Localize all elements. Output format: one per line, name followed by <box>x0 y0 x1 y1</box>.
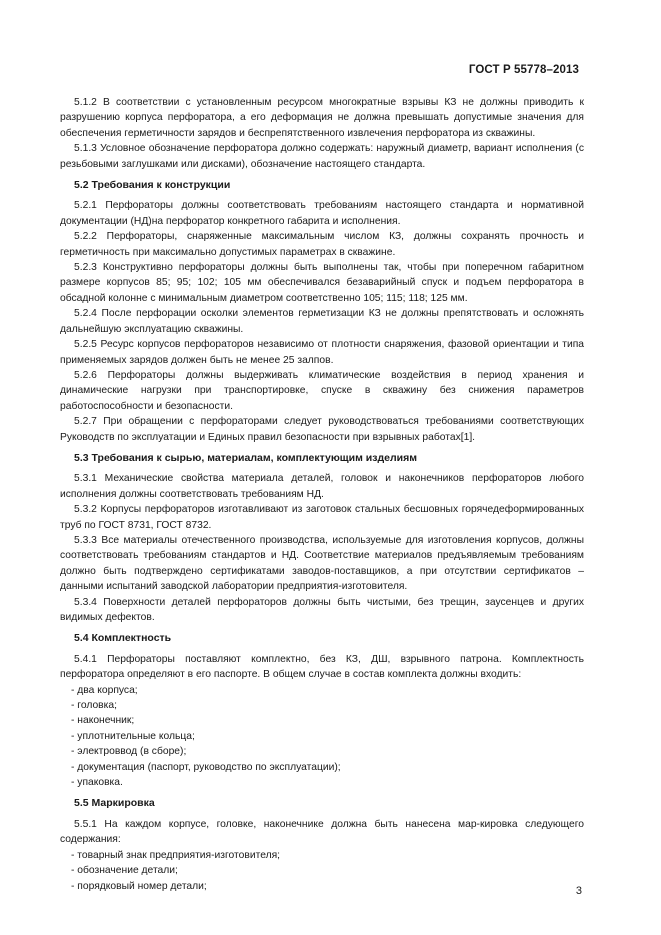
paragraph: 5.2.2 Перфораторы, снаряженные максимальным числом КЗ, должны сохранять прочность и герметичность при максимально допустимых параметрах в скважине. <box>60 231 584 258</box>
paragraph: 5.2.7 При обращении с перфораторами следует руководствоваться требованиями соответствующих Руководств по эксплуатации и Единых правил безопасности при взрывных работах[1]. <box>60 416 584 443</box>
paragraph: 5.1.2 В соответствии с установленным ресурсом многократные взрывы КЗ не должны приводить к разрушению корпуса перфоратора, а его деформация не должна превышать допустимые значения для обеспечения герметичности зарядов и беспрепятственного извлечения перфоратора из скважины. <box>60 97 584 139</box>
list-item: - наконечник; <box>71 715 135 727</box>
document-body <box>60 95 584 894</box>
paragraph: 5.3.2 Корпусы перфораторов изготавливают из заготовок стальных бесшовных горячедеформированных труб по ГОСТ 8731, ГОСТ 8732. <box>60 504 584 531</box>
section-heading: 5.5 Маркировка <box>74 797 155 810</box>
paragraph: 5.5.1 На каждом корпусе, головке, наконечнике должна быть нанесена мар-кировка следующего содержания: <box>60 818 584 846</box>
page-number: 3 <box>575 885 582 897</box>
list-item: - документация (паспорт, руководство по эксплуатации); <box>71 761 341 773</box>
list-item: - упаковка. <box>71 777 123 789</box>
list-item: - товарный знак предприятия-изготовителя; <box>71 849 281 861</box>
document-header-standard: ГОСТ Р 55778–2013 <box>468 64 579 76</box>
list-item: - головка; <box>71 700 117 712</box>
list-item: - порядковый номер детали; <box>71 880 207 892</box>
paragraph: 5.4.1 Перфораторы поставляют комплектно, без КЗ, ДШ, взрывного патрона. Комплектность перфоратора определяют в его паспорте. В общем случае в состав комплекта должны входить: <box>60 653 584 681</box>
paragraph: 5.3.4 Поверхности деталей перфораторов должны быть чистыми, без трещин, заусенцев и других видимых дефектов. <box>60 596 584 623</box>
paragraph: 5.1.3 Условное обозначение перфоратора должно содержать: наружный диаметр, вариант исполнения (с резьбовыми заглушками или дисками), обозначение настоящего стандарта. <box>60 143 584 170</box>
list-item: - два корпуса; <box>71 684 138 696</box>
list-item: - обозначение детали; <box>71 865 178 877</box>
list-item: - уплотнительные кольца; <box>71 730 195 742</box>
section-heading: 5.4 Комплектность <box>74 632 172 645</box>
paragraph: 5.2.1 Перфораторы должны соответствовать требованиям настоящего стандарта и нормативной документации (НД)на перфоратор конкретного габарита и исполнения. <box>60 200 584 227</box>
section-heading: 5.3 Требования к сырью, материалам, комплектующим изделиям <box>74 451 417 464</box>
paragraph: 5.2.6 Перфораторы должны выдерживать климатические воздействия в период хранения и динамические нагрузки при транспортировке, спуске в скважину без снижения параметров работоспособности и безопасности. <box>60 369 584 412</box>
section-heading: 5.2 Требования к конструкции <box>74 179 231 192</box>
paragraph: 5.3.1 Механические свойства материала деталей, головок и наконечников перфораторов любого исполнения должны соответствовать требованиям НД. <box>60 473 584 500</box>
paragraph: 5.2.3 Конструктивно перфораторы должны быть выполнены так, чтобы при поперечном габаритном размере корпусов 85; 95; 102; 105 мм обеспечивался безаварийный спуск и подъем перфоратора в обсадной колонне с минимальным диаметром соответственно 105; 115; 118; 125 мм. <box>60 262 584 304</box>
list-item: - электроввод (в сборе); <box>71 746 187 758</box>
paragraph: 5.2.4 После перфорации осколки элементов герметизации КЗ не должны препятствовать и осложнять дальнейшую эксплуатацию скважины. <box>60 308 584 335</box>
paragraph: 5.2.5 Ресурс корпусов перфораторов независимо от плотности снаряжения, фазовой ориентации и типа применяемых зарядов должен быть не менее 25 залпов. <box>60 339 584 366</box>
paragraph: 5.3.3 Все материалы отечественного производства, используемые для изготовления корпусов, должны соответствовать требованиям стандартов и НД. Соответствие материалов предъявляемым требованиям должно быть подтверждено сертификатами заводов-поставщиков, а при отсутствии сертификатов – данными испытаний заводской лаборатории предприятия-изготовителя. <box>60 534 584 593</box>
